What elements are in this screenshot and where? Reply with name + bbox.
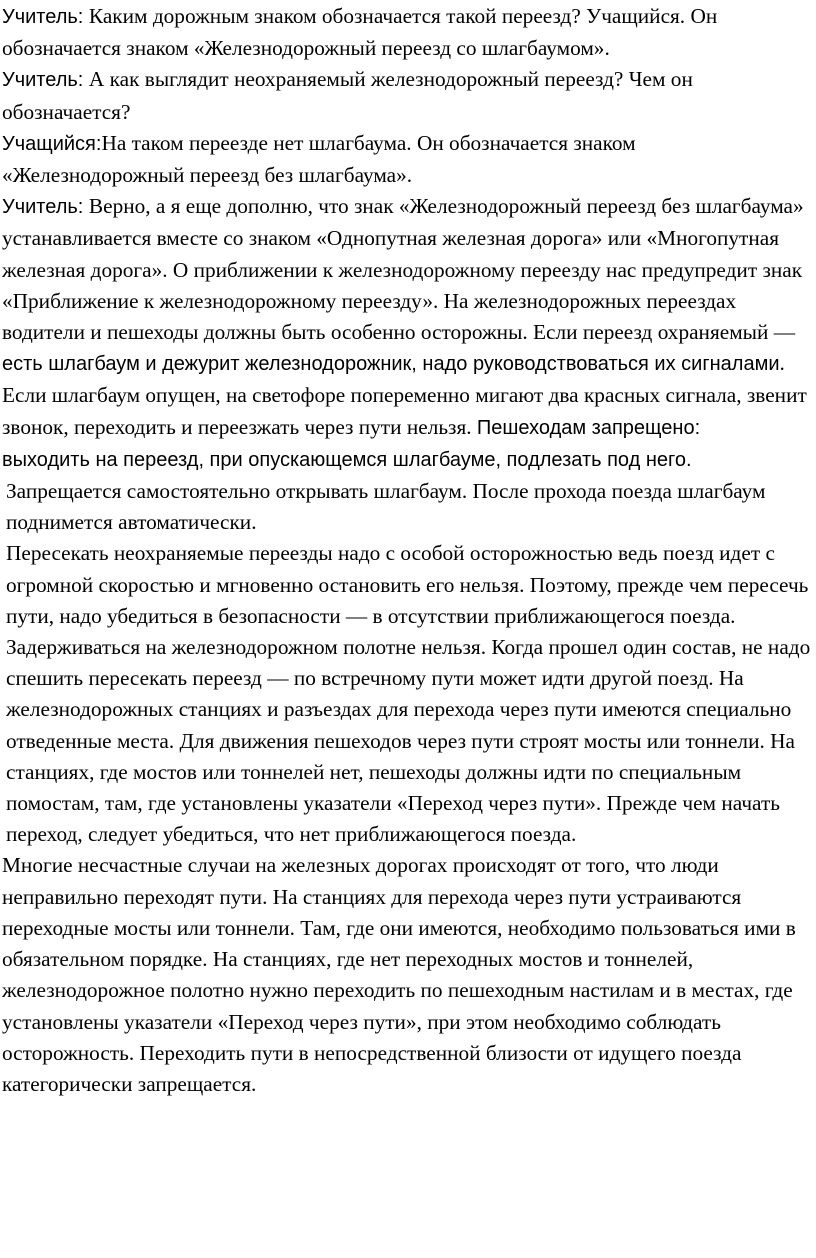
dialogue-line-4	[2, 191, 816, 476]
emphasis-text: выходить на переезд, при опускающемся шлагбауме, подлезать под него.	[2, 448, 692, 471]
paragraph-1: Запрещается самостоятельно открывать шлагбаум. После прохода поезда шлагбаум поднимется автоматически.	[6, 479, 766, 535]
speaker-separator: :	[77, 69, 89, 92]
speaker-label: Учащийся	[2, 132, 96, 155]
dialogue-text: Каким дорожным знаком обозначается такой переезд? Учащийся. Он обозначается знаком «Железнодорожный переезд со шлагбаумом».	[2, 4, 718, 61]
paragraph-2: Пересекать неохраняемые переезды надо с особой осторожностью ведь поезд идет с огромной скоростью и мгновенно остановить его нельзя. Поэтому, прежде чем пересечь пути, надо убедиться в безопасности — в отсутствии приближающегося поезда.	[6, 541, 809, 628]
dialogue-text: На таком переезде нет шлагбаума. Он обозначается знаком «Железнодорожный переезд без шлагбаума».	[2, 130, 636, 188]
dialogue-text-continued: . Если шлагбаум опущен, на светофоре попеременно мигают два красных сигнала, звенит звонок, переходить и переезжать через пути нельзя.	[2, 351, 807, 439]
dialogue-text: Верно, а я еще дополню, что знак «Железнодорожный переезд без шлагбаума» устанавливается вместе со знаком «Однопутная железная дорога» или «Многопутная железная дорога». О приближении к железнодорожному переезду нас предупредит знак «Приближение к железнодорожному переезду». На железнодорожных переездах водители и пешеходы должны быть особенно осторожны. Если переезд охраняемый —	[2, 194, 804, 345]
dialogue-line-3	[2, 128, 816, 191]
speaker-label: Учитель	[2, 69, 78, 92]
speaker-label: Учитель	[2, 196, 78, 219]
dialogue-text: А как выглядит неохраняемый железнодорожный переезд? Чем он обозначается?	[2, 67, 693, 124]
dialogue-line-1	[2, 1, 816, 64]
paragraph-4: Многие несчастные случаи на железных дорогах происходят от того, что люди неправильно переходят пути. На станциях для перехода через пути устраиваются переходные мосты или тоннели. Там, где они имеются, необходимо пользоваться ими в обязательном порядке. На станциях, где нет переходных мостов и тоннелей, железнодорожное полотно нужно переходить по пешеходным настилам и в местах, где установлены указатели «Переход через пути», при этом необходимо соблюдать осторожность. Переходить пути в непосредственной близости от идущего поезда категорически запрещается.	[2, 853, 796, 1096]
emphasis-text: есть шлагбаум и дежурит железнодорожник, надо руководствоваться их сигналами	[2, 353, 780, 376]
speaker-label: Учитель	[2, 6, 78, 28]
speaker-separator: :	[95, 132, 102, 155]
emphasis-text: Пешеходам запрещено:	[476, 416, 701, 439]
speaker-separator: :	[77, 196, 89, 219]
speaker-separator: :	[77, 6, 89, 28]
dialogue-line-2	[2, 64, 816, 127]
paragraph-3: Задерживаться на железнодорожном полотне нельзя. Когда прошел один состав, не надо спешить пересекать переезд — по встречному пути может идти другой поезд. На железнодорожных станциях и разъездах для перехода через пути имеются специально отведенные места. Для движения пешеходов через пути строят мосты или тоннели. На станциях, где мостов или тоннелей нет, пешеходы должны идти по специальным помостам, там, где установлены указатели «Переход через пути». Прежде чем начать переход, следует убедиться, что нет приближающегося поезда.	[6, 635, 811, 847]
